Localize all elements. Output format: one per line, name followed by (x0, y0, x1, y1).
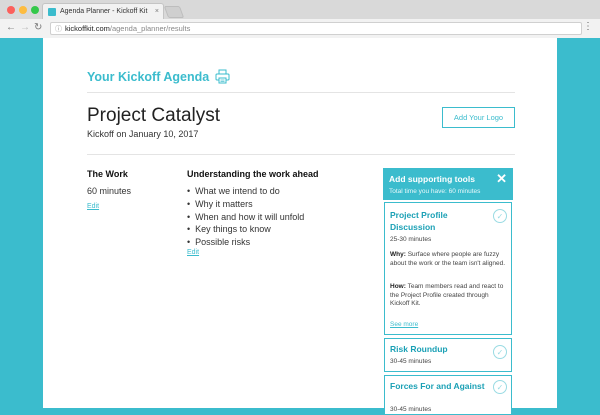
edit-section-link[interactable]: Edit (187, 249, 200, 256)
favicon-icon (48, 8, 56, 16)
tool-title: Project Profile Discussion (390, 210, 448, 232)
add-logo-button[interactable]: Add Your Logo (442, 107, 515, 128)
tool-time: 30-45 minutes (390, 406, 432, 413)
new-tab-button[interactable] (164, 6, 184, 18)
tool-time: 25-30 minutes (390, 236, 432, 243)
work-duration: 60 minutes (87, 186, 132, 196)
see-more-link[interactable]: See more (390, 321, 419, 328)
tab-close-icon[interactable]: × (154, 8, 159, 15)
work-title: The Work (87, 169, 128, 179)
tab-title: Agenda Planner - Kickoff Kit (60, 8, 148, 15)
close-window-button[interactable] (7, 6, 15, 14)
page-content (43, 38, 557, 413)
list-item: • What we intend to do (187, 185, 304, 198)
list-item: • Why it matters (187, 198, 304, 211)
tool-card[interactable] (384, 202, 512, 335)
edit-work-link[interactable]: Edit (87, 203, 100, 210)
divider (87, 92, 515, 93)
forward-icon[interactable]: → (20, 22, 30, 33)
list-item: • Possible risks (187, 236, 304, 249)
tool-title: Forces For and Against (390, 381, 485, 391)
supporting-tools-panel (383, 168, 513, 413)
total-time-text: Total time you have: 60 minutes (389, 188, 481, 195)
tool-card[interactable] (384, 375, 512, 415)
tool-title: Risk Roundup (390, 344, 448, 354)
divider (87, 154, 515, 155)
maximize-window-button[interactable] (31, 6, 39, 14)
check-icon[interactable]: ✓ (493, 345, 507, 359)
back-icon[interactable]: ← (6, 22, 16, 33)
panel-title: Add supporting tools (389, 174, 475, 184)
print-icon[interactable] (215, 69, 230, 84)
tool-time: 30-45 minutes (390, 358, 432, 365)
panel-header (383, 168, 513, 200)
info-icon[interactable]: ⓘ (55, 25, 62, 33)
menu-icon[interactable]: ⋮ (583, 21, 593, 32)
tool-how: How: Team members read and react to the Project Profile created through Kickoff Kit. (390, 283, 504, 307)
agenda-title: Your Kickoff Agenda (87, 70, 210, 84)
close-icon[interactable]: ✕ (496, 171, 507, 186)
project-title: Project Catalyst (87, 105, 221, 126)
address-bar[interactable] (50, 22, 582, 35)
kickoff-date: Kickoff on January 10, 2017 (87, 129, 199, 139)
tool-card[interactable] (384, 338, 512, 372)
browser-chrome (0, 0, 600, 38)
browser-tab[interactable] (42, 3, 164, 19)
reload-icon[interactable]: ↻ (34, 22, 43, 33)
url-path: /agenda_planner/results (109, 24, 191, 33)
list-item: • Key things to know (187, 223, 304, 236)
url-host: kickoffkit.com (65, 24, 110, 33)
tool-why: Why: Surface where people are fuzzy about the work or the team isn't aligned. (390, 251, 506, 267)
list-item: • When and how it will unfold (187, 211, 304, 224)
agenda-items-list (187, 185, 304, 249)
minimize-window-button[interactable] (19, 6, 27, 14)
check-icon[interactable]: ✓ (493, 209, 507, 223)
tab-bar (0, 0, 600, 19)
section-title: Understanding the work ahead (187, 169, 319, 179)
navigation-bar (0, 19, 600, 38)
check-icon[interactable]: ✓ (493, 380, 507, 394)
